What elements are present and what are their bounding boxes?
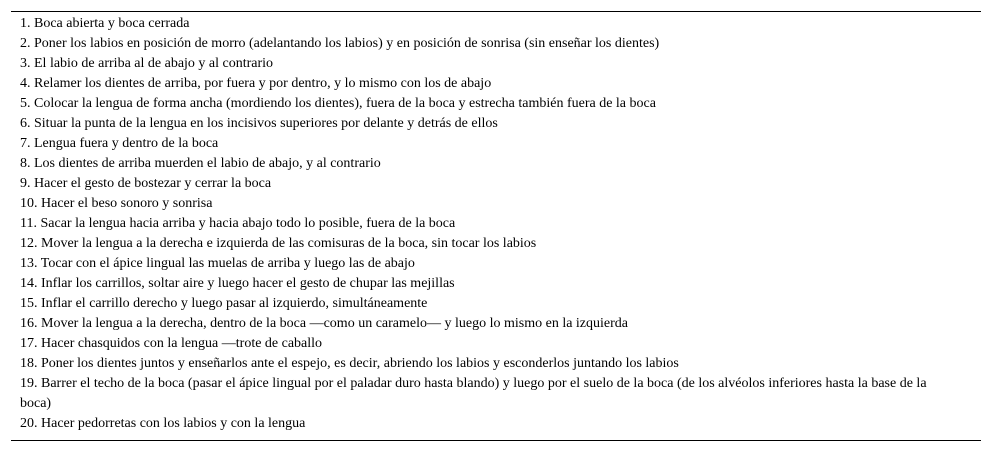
exercise-item-1: 1. Boca abierta y boca cerrada: [20, 16, 190, 31]
exercise-table: [11, 11, 981, 441]
exercise-item-7: 7. Lengua fuera y dentro de la boca: [20, 136, 219, 151]
exercise-item-3: 3. El labio de arriba al de abajo y al contrario: [20, 56, 274, 71]
exercise-item-4: 4. Relamer los dientes de arriba, por fuera y por dentro, y lo mismo con los de abajo: [20, 76, 492, 91]
exercise-item-15: 15. Inflar el carrillo derecho y luego pasar al izquierdo, simultáneamente: [20, 296, 428, 311]
exercise-item-19: 19. Barrer el techo de la boca (pasar el ápice lingual por el paladar duro hasta blando) y luego por el suelo de la boca (de los alvéolos inferiores hasta la base de la boca): [20, 376, 927, 411]
exercise-item-18: 18. Poner los dientes juntos y enseñarlos ante el espejo, es decir, abriendo los labios y esconderlos juntando los labios: [20, 356, 679, 371]
exercise-item-6: 6. Situar la punta de la lengua en los incisivos superiores por delante y detrás de ellos: [20, 116, 498, 131]
exercise-item-8: 8. Los dientes de arriba muerden el labio de abajo, y al contrario: [20, 156, 381, 171]
exercise-item-11: 11. Sacar la lengua hacia arriba y hacia abajo todo lo posible, fuera de la boca: [20, 216, 456, 231]
exercise-item-12: 12. Mover la lengua a la derecha e izquierda de las comisuras de la boca, sin tocar los labios: [20, 236, 537, 251]
exercise-item-5: 5. Colocar la lengua de forma ancha (mordiendo los dientes), fuera de la boca y estrecha también fuera de la boca: [20, 96, 656, 111]
exercise-item-10: 10. Hacer el beso sonoro y sonrisa: [20, 196, 213, 211]
exercise-item-2: 2. Poner los labios en posición de morro (adelantando los labios) y en posición de sonrisa (sin enseñar los dientes): [20, 36, 660, 51]
exercise-item-13: 13. Tocar con el ápice lingual las muelas de arriba y luego las de abajo: [20, 256, 415, 271]
exercise-list: [11, 12, 981, 440]
exercise-item-14: 14. Inflar los carrillos, soltar aire y luego hacer el gesto de chupar las mejillas: [20, 276, 455, 291]
exercise-item-17: 17. Hacer chasquidos con la lengua —trote de caballo: [20, 336, 323, 351]
exercise-item-16: 16. Mover la lengua a la derecha, dentro de la boca —como un caramelo— y luego lo mismo en la izquierda: [20, 316, 629, 331]
exercise-item-9: 9. Hacer el gesto de bostezar y cerrar la boca: [20, 176, 272, 191]
exercise-item-20: 20. Hacer pedorretas con los labios y con la lengua: [20, 416, 306, 431]
